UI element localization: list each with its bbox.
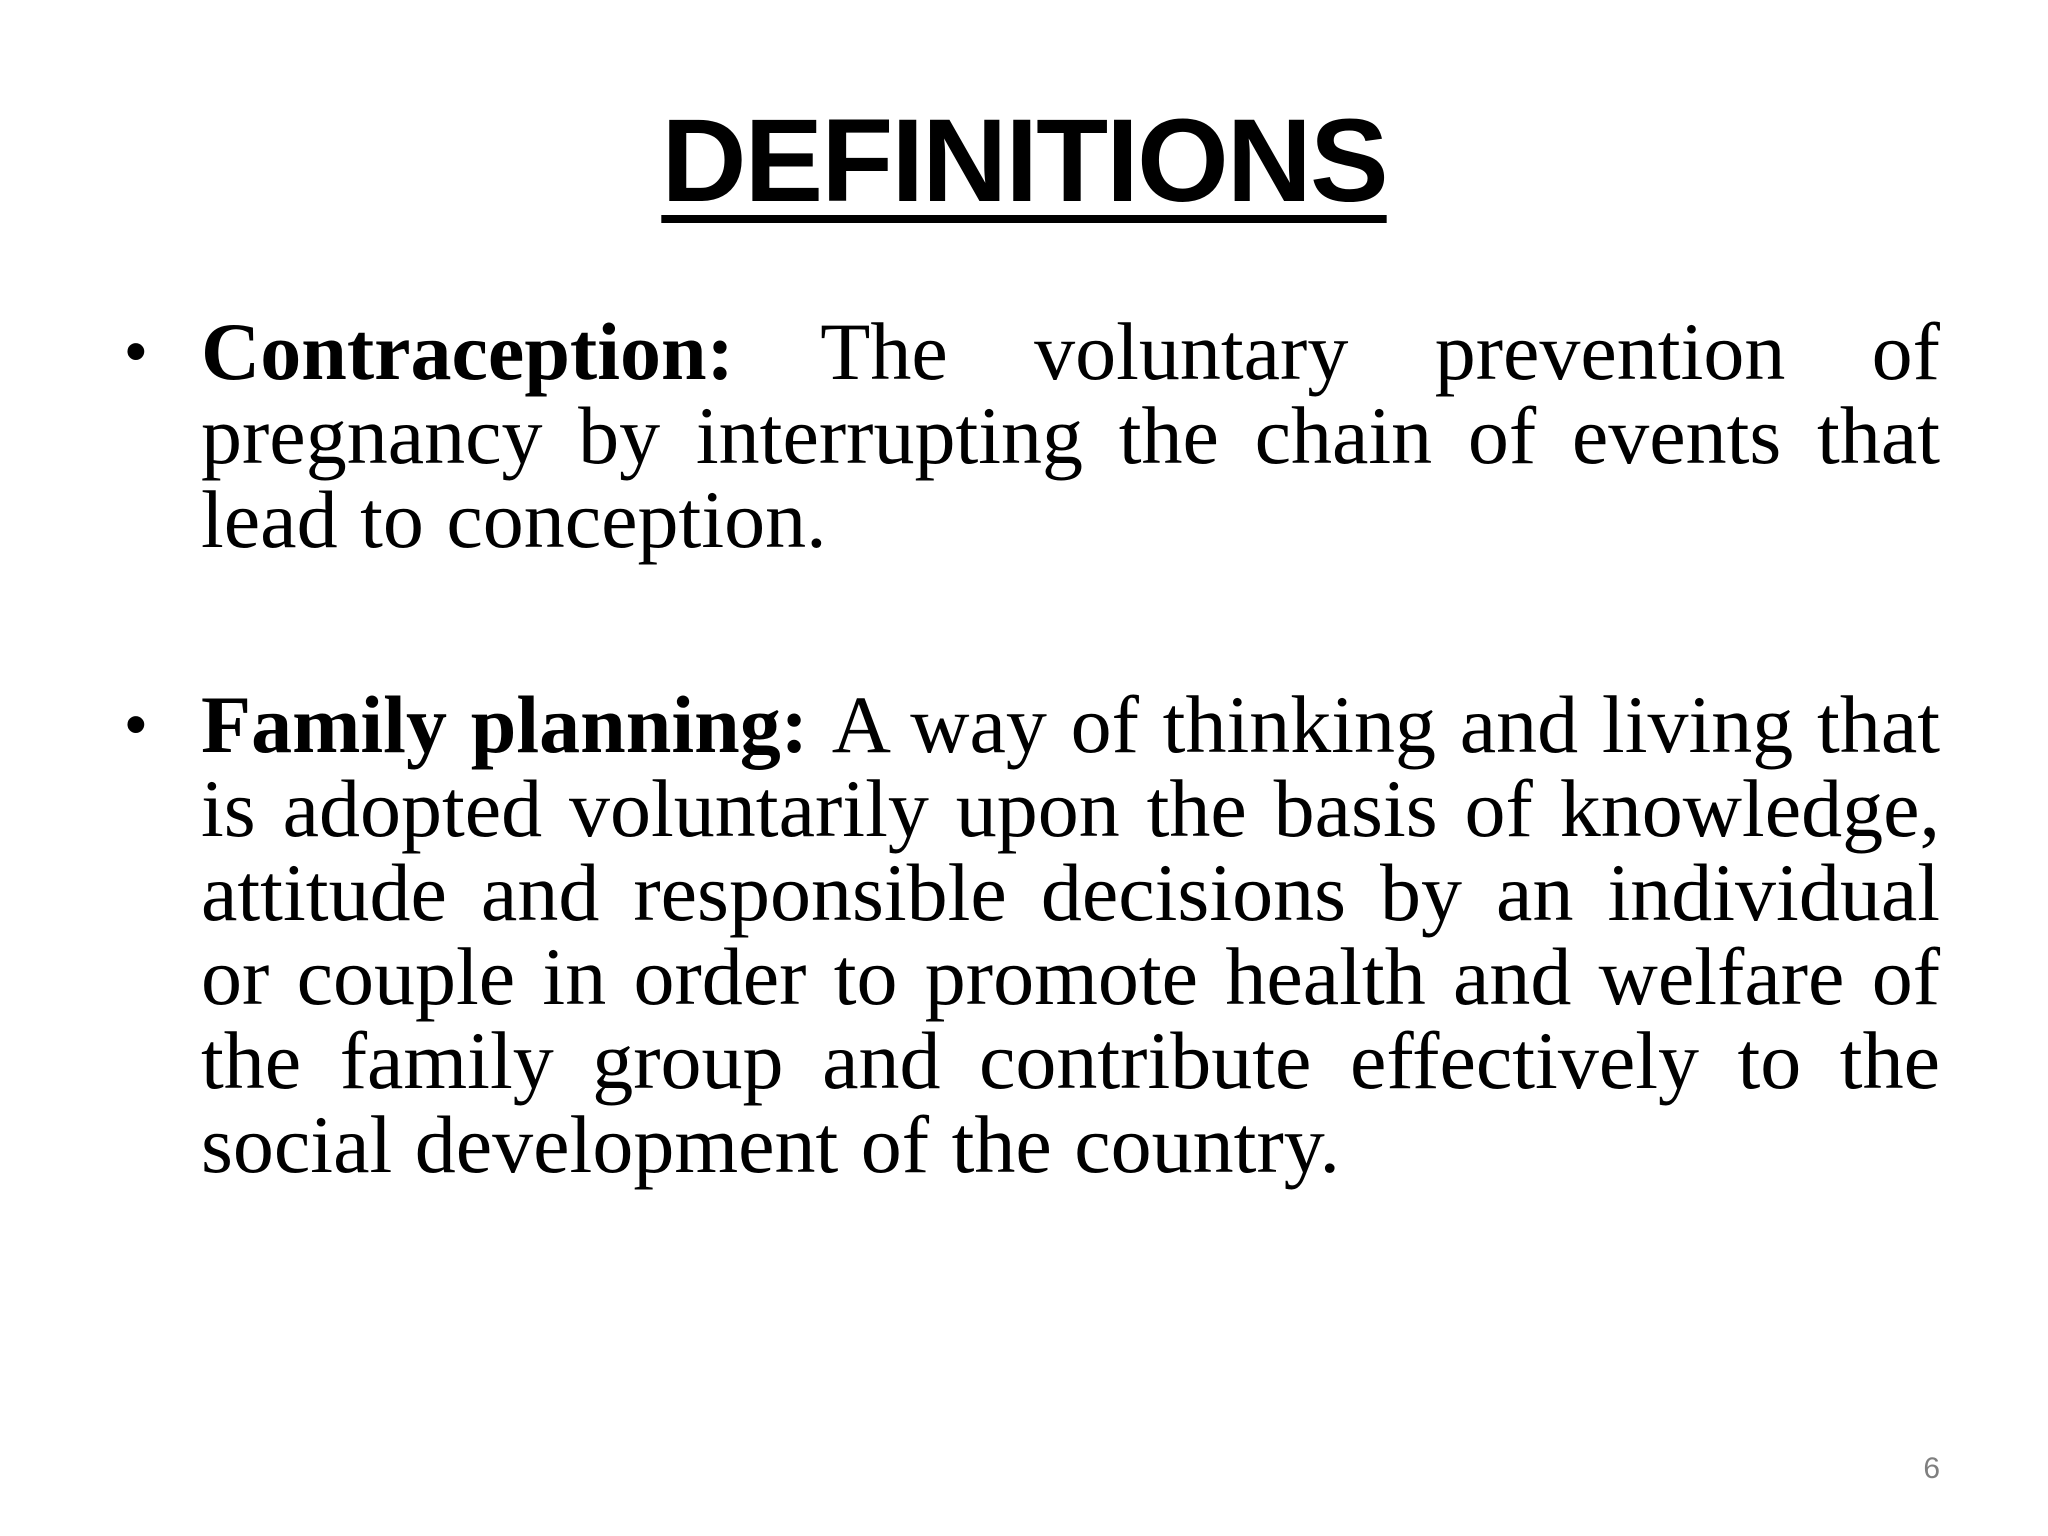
slide-title [0,95,2048,227]
definition-body: The voluntary prevention of pregnancy by interrupting the chain of events that lead to conception. [201,306,1940,565]
bullet-icon: • [125,317,147,386]
page-number: 6 [1923,1452,1940,1485]
slide-title-text: DEFINITIONS [661,95,1387,227]
definition-term: Family planning: [201,679,832,770]
definition-body: A way of thinking and living that is adopted voluntarily upon the basis of knowledge, attitude and responsible decisions by an individual or couple in order to promote health and welfare of the family group and contribute effectively to the social development of the country. [201,679,1941,1190]
definition-text [201,679,1941,1190]
bullet-icon: • [125,690,147,759]
definition-term: Contraception: [201,306,821,397]
definition-text [201,306,1940,565]
